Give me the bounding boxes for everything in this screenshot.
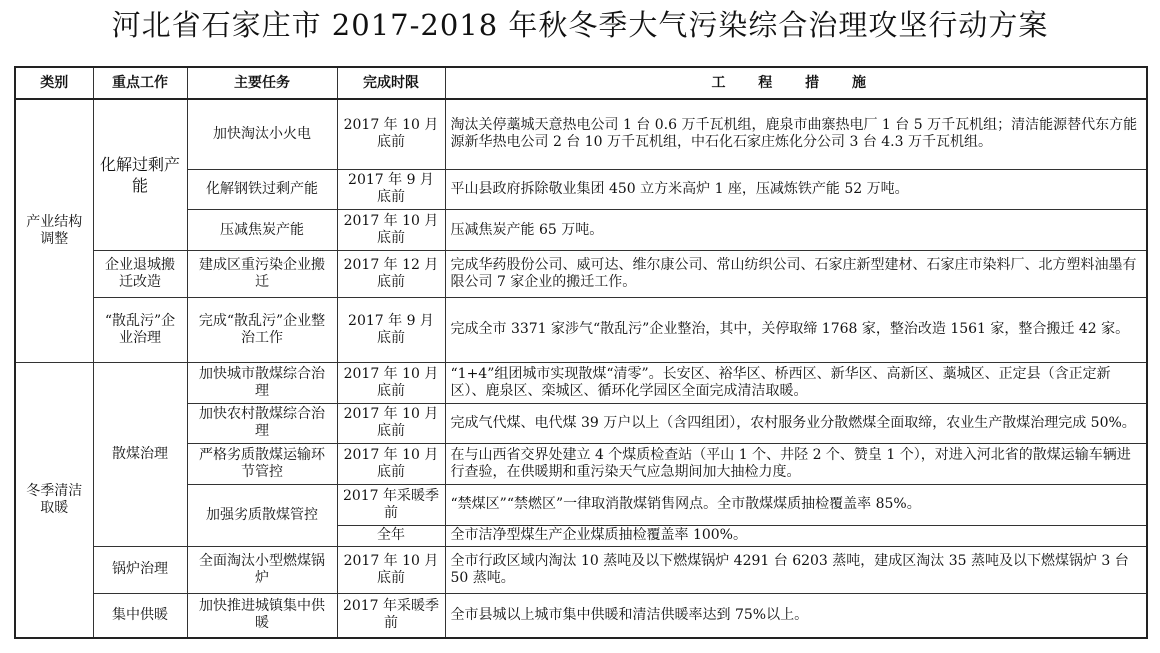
task-cell: 加快淘汰小火电 [187, 99, 337, 169]
task-cell: 加快推进城镇集中供暖 [187, 593, 337, 638]
table-row [15, 297, 1147, 362]
deadline-cell: 2017 年 10 月底前 [337, 99, 445, 169]
task-cell: 完成“散乱污”企业整治工作 [187, 297, 337, 362]
measures-cell: 淘汰关停藁城天意热电公司 1 台 0.6 万千瓦机组，鹿泉市曲寨热电厂 1 台 5 万千瓦机组；清洁能源替代东方能源新华热电公司 2 台 10 万千瓦机组，中石化石家庄炼化分公司 3 台 4.3 万千瓦机组。 [445, 99, 1147, 169]
measures-cell: 全市洁净型煤生产企业煤质抽检覆盖率 100%。 [445, 525, 1147, 546]
category-cell: 产业结构调整 [15, 99, 93, 362]
focus-cell: 集中供暖 [93, 593, 187, 638]
task-cell: 加快农村散煤综合治理 [187, 403, 337, 444]
measures-cell: 完成华药股份公司、威可达、维尔康公司、常山纺织公司、石家庄新型建材、石家庄市染料厂、北方塑料油墨有限公司 7 家企业的搬迁工作。 [445, 251, 1147, 298]
table-row [15, 593, 1147, 638]
focus-cell: “散乱污”企业治理 [93, 297, 187, 362]
measures-cell: 全市行政区域内淘汰 10 蒸吨及以下燃煤锅炉 4291 台 6203 蒸吨，建成区淘汰 35 蒸吨及以下燃煤锅炉 3 台 50 蒸吨。 [445, 546, 1147, 593]
deadline-cell: 全年 [337, 525, 445, 546]
focus-cell: 锅炉治理 [93, 546, 187, 593]
focus-cell: 企业退城搬迁改造 [93, 251, 187, 298]
table-header-row [15, 67, 1147, 99]
task-cell: 严格劣质散煤运输环节管控 [187, 444, 337, 485]
header-measures: 工 程 措 施 [445, 67, 1147, 99]
measures-cell: 全市县城以上城市集中供暖和清洁供暖率达到 75%以上。 [445, 593, 1147, 638]
deadline-cell: 2017 年 10 月底前 [337, 444, 445, 485]
plan-table [14, 66, 1148, 639]
deadline-cell: 2017 年 10 月底前 [337, 362, 445, 403]
deadline-cell: 2017 年 10 月底前 [337, 210, 445, 251]
measures-cell: 在与山西省交界处建立 4 个煤质检查站（平山 1 个、井陉 2 个、赞皇 1 个），对进入河北省的散煤运输车辆进行查验，在供暖期和重污染天气应急期间加大抽检力度。 [445, 444, 1147, 485]
deadline-cell: 2017 年采暖季前 [337, 484, 445, 525]
measures-cell: 平山县政府拆除敬业集团 450 立方米高炉 1 座，压减炼铁产能 52 万吨。 [445, 169, 1147, 210]
measures-cell: 完成气代煤、电代煤 39 万户以上（含四组团），农村服务业分散燃煤全面取缔，农业生产散煤治理完成 50%。 [445, 403, 1147, 444]
table-row [15, 99, 1147, 169]
table-row [15, 546, 1147, 593]
header-category: 类别 [15, 67, 93, 99]
measures-cell: 压减焦炭产能 65 万吨。 [445, 210, 1147, 251]
task-cell: 化解钢铁过剩产能 [187, 169, 337, 210]
deadline-cell: 2017 年 9 月底前 [337, 169, 445, 210]
task-cell: 全面淘汰小型燃煤锅炉 [187, 546, 337, 593]
measures-cell: 完成全市 3371 家涉气“散乱污”企业整治，其中，关停取缔 1768 家，整治改造 1561 家，整合搬迁 42 家。 [445, 297, 1147, 362]
header-deadline: 完成时限 [337, 67, 445, 99]
measures-cell: “禁煤区”“禁燃区”一律取消散煤销售网点。全市散煤煤质抽检覆盖率 85%。 [445, 484, 1147, 525]
measures-cell: “1+4”组团城市实现散煤“清零”。长安区、裕华区、桥西区、新华区、高新区、藁城区、正定县（含正定新区）、鹿泉区、栾城区、循环化学园区全面完成清洁取暖。 [445, 362, 1147, 403]
focus-cell: 化解过剩产能 [93, 99, 187, 251]
header-task: 主要任务 [187, 67, 337, 99]
task-cell: 加快城市散煤综合治理 [187, 362, 337, 403]
deadline-cell: 2017 年 10 月底前 [337, 546, 445, 593]
task-cell: 建成区重污染企业搬迁 [187, 251, 337, 298]
task-cell: 压减焦炭产能 [187, 210, 337, 251]
deadline-cell: 2017 年 9 月底前 [337, 297, 445, 362]
deadline-cell: 2017 年 12 月底前 [337, 251, 445, 298]
focus-cell: 散煤治理 [93, 362, 187, 546]
page-title: 河北省石家庄市 2017-2018 年秋冬季大气污染综合治理攻坚行动方案 [111, 8, 1049, 42]
category-cell: 冬季清洁取暖 [15, 362, 93, 638]
deadline-cell: 2017 年 10 月底前 [337, 403, 445, 444]
header-focus: 重点工作 [93, 67, 187, 99]
table-row [15, 251, 1147, 298]
deadline-cell: 2017 年采暖季前 [337, 593, 445, 638]
table-row [15, 362, 1147, 403]
task-cell: 加强劣质散煤管控 [187, 484, 337, 546]
